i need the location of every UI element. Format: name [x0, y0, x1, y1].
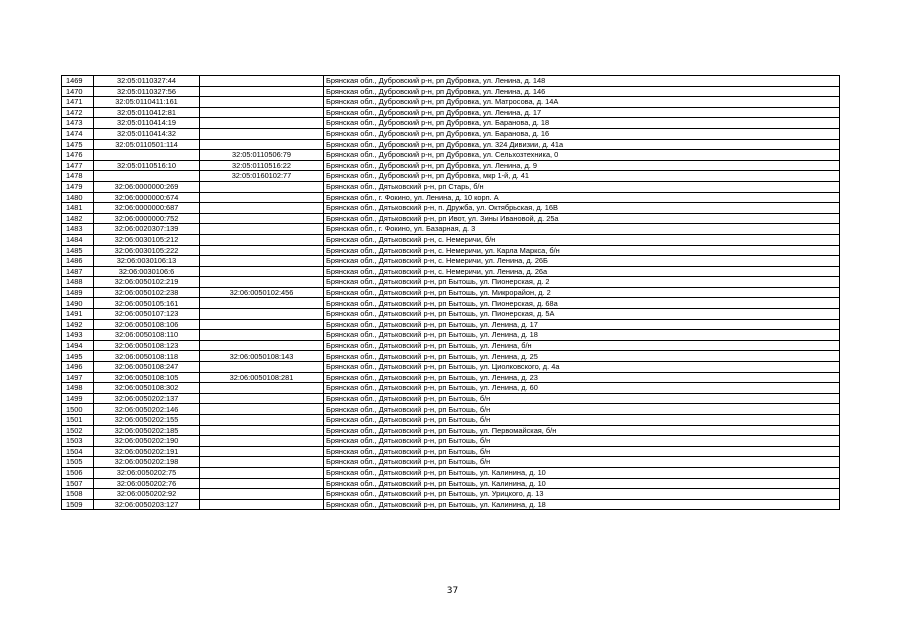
row-number-cell: 1498 — [62, 383, 94, 394]
cadastral-number-cell: 32:06:0050202:191 — [94, 446, 200, 457]
address-cell: Брянская обл., г. Фокино, ул. Базарная, д. 3 — [324, 224, 840, 235]
row-number-cell: 1483 — [62, 224, 94, 235]
cadastral-number-cell: 32:06:0050108:105 — [94, 372, 200, 383]
table-row — [62, 256, 840, 267]
address-cell: Брянская обл., Дятьковский р-н, рп Старь, б/н — [324, 181, 840, 192]
related-cadastral-number-cell — [200, 467, 324, 478]
related-cadastral-number-cell: 32:05:0110516:22 — [200, 160, 324, 171]
row-number-cell: 1472 — [62, 107, 94, 118]
row-number-cell: 1503 — [62, 436, 94, 447]
registry-table-body — [62, 76, 840, 510]
row-number-cell: 1476 — [62, 150, 94, 161]
table-row — [62, 489, 840, 500]
table-row — [62, 287, 840, 298]
table-row — [62, 340, 840, 351]
row-number-cell: 1500 — [62, 404, 94, 415]
row-number-cell: 1487 — [62, 266, 94, 277]
row-number-cell: 1470 — [62, 86, 94, 97]
row-number-cell: 1490 — [62, 298, 94, 309]
cadastral-number-cell: 32:06:0020307:139 — [94, 224, 200, 235]
cadastral-number-cell: 32:05:0110411:161 — [94, 97, 200, 108]
address-cell: Брянская обл., Дубровский р-н, рп Дубровка, мкр 1-й, д. 41 — [324, 171, 840, 182]
table-row — [62, 160, 840, 171]
row-number-cell: 1495 — [62, 351, 94, 362]
address-cell: Брянская обл., Дятьковский р-н, рп Бытошь, ул. Калинина, д. 10 — [324, 467, 840, 478]
table-row — [62, 86, 840, 97]
related-cadastral-number-cell — [200, 277, 324, 288]
table-row — [62, 266, 840, 277]
table-row — [62, 404, 840, 415]
address-cell: Брянская обл., Дятьковский р-н, рп Бытошь, ул. Циолковского, д. 4а — [324, 362, 840, 373]
address-cell: Брянская обл., Дубровский р-н, рп Дубровка, ул. Баранова, д. 16 — [324, 128, 840, 139]
table-row — [62, 457, 840, 468]
related-cadastral-number-cell — [200, 489, 324, 500]
related-cadastral-number-cell — [200, 478, 324, 489]
row-number-cell: 1494 — [62, 340, 94, 351]
cadastral-number-cell: 32:05:0110501:114 — [94, 139, 200, 150]
address-cell: Брянская обл., Дятьковский р-н, рп Бытошь, ул. Ленина, д. 18 — [324, 330, 840, 341]
address-cell: Брянская обл., Дятьковский р-н, рп Бытошь, ул. Ленина, д. 17 — [324, 319, 840, 330]
related-cadastral-number-cell — [200, 107, 324, 118]
related-cadastral-number-cell — [200, 139, 324, 150]
address-cell: Брянская обл., Дятьковский р-н, рп Бытошь, ул. Микрорайон, д. 2 — [324, 287, 840, 298]
related-cadastral-number-cell — [200, 436, 324, 447]
related-cadastral-number-cell: 32:05:0160102:77 — [200, 171, 324, 182]
table-row — [62, 436, 840, 447]
table-row — [62, 171, 840, 182]
table-row — [62, 203, 840, 214]
related-cadastral-number-cell — [200, 224, 324, 235]
address-cell: Брянская обл., Дятьковский р-н, рп Бытошь, ул. Калинина, д. 18 — [324, 499, 840, 510]
cadastral-number-cell: 32:06:0050202:137 — [94, 393, 200, 404]
cadastral-number-cell: 32:06:0050108:302 — [94, 383, 200, 394]
row-number-cell: 1502 — [62, 425, 94, 436]
row-number-cell: 1478 — [62, 171, 94, 182]
cadastral-number-cell: 32:06:0050107:123 — [94, 309, 200, 320]
related-cadastral-number-cell — [200, 415, 324, 426]
table-row — [62, 277, 840, 288]
related-cadastral-number-cell — [200, 203, 324, 214]
table-row — [62, 446, 840, 457]
address-cell: Брянская обл., Дятьковский р-н, с. Немеричи, ул. Карла Маркса, б/н — [324, 245, 840, 256]
address-cell: Брянская обл., Дятьковский р-н, рп Бытошь, ул. Ленина, д. 25 — [324, 351, 840, 362]
address-cell: Брянская обл., Дубровский р-н, рп Дубровка, ул. Ленина, д. 17 — [324, 107, 840, 118]
address-cell: Брянская обл., Дятьковский р-н, п. Дружба, ул. Октябрьская, д. 16В — [324, 203, 840, 214]
table-row — [62, 224, 840, 235]
table-row — [62, 330, 840, 341]
row-number-cell: 1493 — [62, 330, 94, 341]
address-cell: Брянская обл., Дятьковский р-н, рп Бытошь, б/н — [324, 457, 840, 468]
table-row — [62, 362, 840, 373]
cadastral-number-cell: 32:06:0030106:13 — [94, 256, 200, 267]
address-cell: Брянская обл., Дубровский р-н, рп Дубровка, ул. Баранова, д. 18 — [324, 118, 840, 129]
cadastral-number-cell: 32:06:0050108:110 — [94, 330, 200, 341]
related-cadastral-number-cell — [200, 192, 324, 203]
row-number-cell: 1482 — [62, 213, 94, 224]
row-number-cell: 1499 — [62, 393, 94, 404]
related-cadastral-number-cell — [200, 457, 324, 468]
cadastral-number-cell — [94, 150, 200, 161]
table-row — [62, 478, 840, 489]
cadastral-number-cell: 32:05:0110414:19 — [94, 118, 200, 129]
address-cell: Брянская обл., Дятьковский р-н, рп Бытошь, б/н — [324, 393, 840, 404]
related-cadastral-number-cell — [200, 404, 324, 415]
table-row — [62, 309, 840, 320]
row-number-cell: 1507 — [62, 478, 94, 489]
table-row — [62, 213, 840, 224]
row-number-cell: 1485 — [62, 245, 94, 256]
related-cadastral-number-cell: 32:06:0050108:143 — [200, 351, 324, 362]
related-cadastral-number-cell — [200, 234, 324, 245]
table-row — [62, 372, 840, 383]
related-cadastral-number-cell — [200, 266, 324, 277]
row-number-cell: 1477 — [62, 160, 94, 171]
table-row — [62, 351, 840, 362]
address-cell: Брянская обл., Дятьковский р-н, рп Бытошь, ул. Ленина, б/н — [324, 340, 840, 351]
table-row — [62, 467, 840, 478]
related-cadastral-number-cell — [200, 425, 324, 436]
address-cell: Брянская обл., Дубровский р-н, рп Дубровка, ул. 324 Дивизии, д. 41а — [324, 139, 840, 150]
related-cadastral-number-cell — [200, 362, 324, 373]
address-cell: Брянская обл., Дубровский р-н, рп Дубровка, ул. Ленина, д. 148 — [324, 76, 840, 87]
address-cell: Брянская обл., Дятьковский р-н, рп Ивот, ул. Зины Ивановой, д. 25а — [324, 213, 840, 224]
row-number-cell: 1508 — [62, 489, 94, 500]
table-row — [62, 97, 840, 108]
cadastral-number-cell: 32:06:0050202:92 — [94, 489, 200, 500]
cadastral-number-cell: 32:06:0000000:269 — [94, 181, 200, 192]
cadastral-number-cell: 32:05:0110327:44 — [94, 76, 200, 87]
related-cadastral-number-cell: 32:06:0050108:281 — [200, 372, 324, 383]
cadastral-number-cell: 32:06:0050108:123 — [94, 340, 200, 351]
cadastral-number-cell: 32:06:0050102:219 — [94, 277, 200, 288]
row-number-cell: 1474 — [62, 128, 94, 139]
cadastral-number-cell: 32:05:0110414:32 — [94, 128, 200, 139]
address-cell: Брянская обл., Дятьковский р-н, рп Бытошь, ул. Пионерская, д. 5А — [324, 309, 840, 320]
cadastral-number-cell: 32:06:0050202:198 — [94, 457, 200, 468]
address-cell: Брянская обл., Дятьковский р-н, с. Немеричи, б/н — [324, 234, 840, 245]
related-cadastral-number-cell — [200, 393, 324, 404]
table-row — [62, 118, 840, 129]
table-row — [62, 319, 840, 330]
row-number-cell: 1489 — [62, 287, 94, 298]
related-cadastral-number-cell — [200, 340, 324, 351]
cadastral-number-cell: 32:06:0030106:6 — [94, 266, 200, 277]
row-number-cell: 1480 — [62, 192, 94, 203]
cadastral-number-cell — [94, 171, 200, 182]
table-row — [62, 150, 840, 161]
row-number-cell: 1505 — [62, 457, 94, 468]
related-cadastral-number-cell — [200, 499, 324, 510]
related-cadastral-number-cell — [200, 181, 324, 192]
address-cell: Брянская обл., Дятьковский р-н, рп Бытошь, ул. Ленина, д. 23 — [324, 372, 840, 383]
address-cell: Брянская обл., Дятьковский р-н, рп Бытошь, б/н — [324, 404, 840, 415]
related-cadastral-number-cell — [200, 383, 324, 394]
address-cell: Брянская обл., Дубровский р-н, рп Дубровка, ул. Ленина, д. 9 — [324, 160, 840, 171]
address-cell: Брянская обл., Дятьковский р-н, рп Бытошь, б/н — [324, 446, 840, 457]
registry-table — [61, 75, 840, 510]
row-number-cell: 1488 — [62, 277, 94, 288]
cadastral-number-cell: 32:06:0050202:146 — [94, 404, 200, 415]
table-row — [62, 139, 840, 150]
table-row — [62, 128, 840, 139]
row-number-cell: 1501 — [62, 415, 94, 426]
related-cadastral-number-cell — [200, 330, 324, 341]
address-cell: Брянская обл., Дятьковский р-н, рп Бытошь, ул. Ленина, д. 60 — [324, 383, 840, 394]
table-row — [62, 499, 840, 510]
cadastral-number-cell: 32:06:0050202:190 — [94, 436, 200, 447]
table-row — [62, 245, 840, 256]
cadastral-number-cell: 32:06:0050202:76 — [94, 478, 200, 489]
related-cadastral-number-cell — [200, 256, 324, 267]
table-row — [62, 181, 840, 192]
row-number-cell: 1475 — [62, 139, 94, 150]
table-row — [62, 415, 840, 426]
cadastral-number-cell: 32:05:0110327:56 — [94, 86, 200, 97]
related-cadastral-number-cell — [200, 86, 324, 97]
row-number-cell: 1492 — [62, 319, 94, 330]
address-cell: Брянская обл., Дятьковский р-н, с. Немеричи, ул. Ленина, д. 26а — [324, 266, 840, 277]
row-number-cell: 1471 — [62, 97, 94, 108]
cadastral-number-cell: 32:06:0050108:118 — [94, 351, 200, 362]
related-cadastral-number-cell — [200, 298, 324, 309]
related-cadastral-number-cell: 32:05:0110506:79 — [200, 150, 324, 161]
cadastral-number-cell: 32:06:0030105:222 — [94, 245, 200, 256]
cadastral-number-cell: 32:06:0050108:247 — [94, 362, 200, 373]
row-number-cell: 1481 — [62, 203, 94, 214]
cadastral-number-cell: 32:06:0000000:674 — [94, 192, 200, 203]
row-number-cell: 1509 — [62, 499, 94, 510]
related-cadastral-number-cell — [200, 245, 324, 256]
cadastral-number-cell: 32:06:0050203:127 — [94, 499, 200, 510]
related-cadastral-number-cell — [200, 118, 324, 129]
address-cell: Брянская обл., Дятьковский р-н, с. Немеричи, ул. Ленина, д. 26Б — [324, 256, 840, 267]
row-number-cell: 1491 — [62, 309, 94, 320]
address-cell: Брянская обл., г. Фокино, ул. Ленина, д. 10 корп. А — [324, 192, 840, 203]
cadastral-number-cell: 32:06:0050102:238 — [94, 287, 200, 298]
table-row — [62, 393, 840, 404]
related-cadastral-number-cell — [200, 97, 324, 108]
address-cell: Брянская обл., Дятьковский р-н, рп Бытошь, ул. Калинина, д. 10 — [324, 478, 840, 489]
cadastral-number-cell: 32:06:0050202:75 — [94, 467, 200, 478]
address-cell: Брянская обл., Дубровский р-н, рп Дубровка, ул. Сельхозтехника, 0 — [324, 150, 840, 161]
table-row — [62, 192, 840, 203]
page-number: 37 — [446, 586, 459, 596]
row-number-cell: 1486 — [62, 256, 94, 267]
address-cell: Брянская обл., Дятьковский р-н, рп Бытошь, ул. Пионерская, д. 68а — [324, 298, 840, 309]
related-cadastral-number-cell — [200, 319, 324, 330]
table-row — [62, 383, 840, 394]
cadastral-number-cell: 32:05:0110412:81 — [94, 107, 200, 118]
address-cell: Брянская обл., Дятьковский р-н, рп Бытошь, б/н — [324, 436, 840, 447]
row-number-cell: 1496 — [62, 362, 94, 373]
table-row — [62, 425, 840, 436]
row-number-cell: 1479 — [62, 181, 94, 192]
cadastral-number-cell: 32:06:0050108:106 — [94, 319, 200, 330]
table-row — [62, 76, 840, 87]
address-cell: Брянская обл., Дубровский р-н, рп Дубровка, ул. Матросова, д. 14А — [324, 97, 840, 108]
cadastral-number-cell: 32:06:0030105:212 — [94, 234, 200, 245]
row-number-cell: 1504 — [62, 446, 94, 457]
related-cadastral-number-cell — [200, 309, 324, 320]
related-cadastral-number-cell — [200, 128, 324, 139]
address-cell: Брянская обл., Дятьковский р-н, рп Бытошь, б/н — [324, 415, 840, 426]
cadastral-number-cell: 32:06:0050105:161 — [94, 298, 200, 309]
cadastral-number-cell: 32:06:0050202:185 — [94, 425, 200, 436]
table-row — [62, 234, 840, 245]
address-cell: Брянская обл., Дятьковский р-н, рп Бытошь, ул. Урицкого, д. 13 — [324, 489, 840, 500]
cadastral-number-cell: 32:05:0110516:10 — [94, 160, 200, 171]
related-cadastral-number-cell — [200, 76, 324, 87]
cadastral-number-cell: 32:06:0000000:687 — [94, 203, 200, 214]
address-cell: Брянская обл., Дятьковский р-н, рп Бытошь, ул. Пионерская, д. 2 — [324, 277, 840, 288]
row-number-cell: 1473 — [62, 118, 94, 129]
related-cadastral-number-cell — [200, 213, 324, 224]
table-row — [62, 298, 840, 309]
related-cadastral-number-cell: 32:06:0050102:456 — [200, 287, 324, 298]
related-cadastral-number-cell — [200, 446, 324, 457]
table-row — [62, 107, 840, 118]
row-number-cell: 1497 — [62, 372, 94, 383]
row-number-cell: 1484 — [62, 234, 94, 245]
address-cell: Брянская обл., Дубровский р-н, рп Дубровка, ул. Ленина, д. 146 — [324, 86, 840, 97]
address-cell: Брянская обл., Дятьковский р-н, рп Бытошь, ул. Первомайская, б/н — [324, 425, 840, 436]
row-number-cell: 1506 — [62, 467, 94, 478]
row-number-cell: 1469 — [62, 76, 94, 87]
cadastral-number-cell: 32:06:0050202:155 — [94, 415, 200, 426]
cadastral-number-cell: 32:06:0000000:752 — [94, 213, 200, 224]
